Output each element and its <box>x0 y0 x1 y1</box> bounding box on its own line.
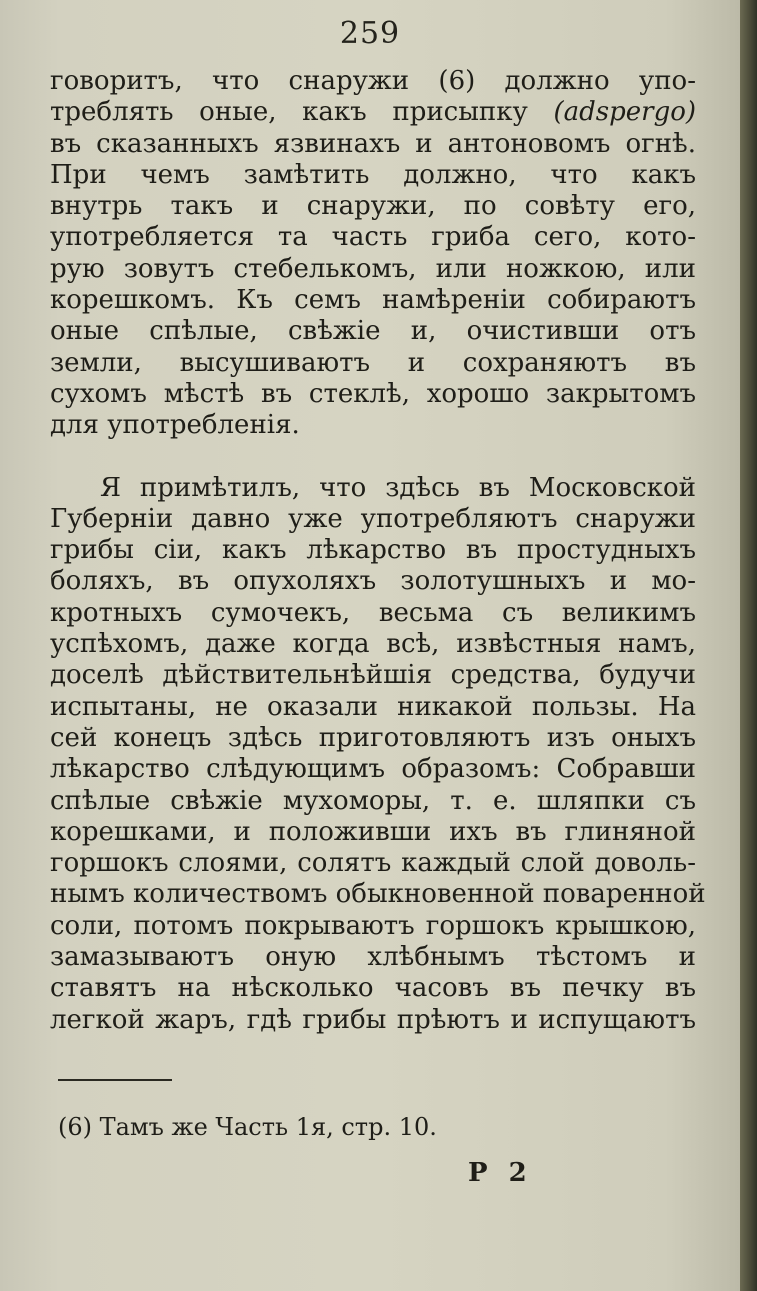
text-line: грибы сіи, какъ лѣкарство въ простудныхъ <box>50 535 696 566</box>
paragraph-gap <box>50 442 696 473</box>
text-line: Губерніи давно уже употребляютъ снаружи <box>50 503 696 534</box>
text-line: испытаны, не оказали никакой пользы. На <box>50 691 696 722</box>
text-line: рую зовутъ стебелькомъ, или ножкою, или <box>50 253 696 284</box>
text-line: спѣлые свѣжіе мухоморы, т. е. шляпки съ <box>50 785 696 816</box>
signature-mark: Р 2 <box>468 1158 533 1188</box>
text-line: боляхъ, въ опухоляхъ золотушныхъ и мо- <box>50 566 696 597</box>
latin-term: (adspergo) <box>553 97 697 128</box>
text-line: кротныхъ сумочекъ, весьма съ великимъ <box>50 597 696 628</box>
footnote-rule <box>58 1079 172 1081</box>
text-line: въ сказанныхъ язвинахъ и антоновомъ огнѣ. <box>50 128 696 159</box>
text-line: корешкомъ. Къ семъ намѣреніи собираютъ <box>50 285 696 316</box>
book-binding-edge <box>740 0 757 1291</box>
body-text <box>50 66 706 1036</box>
text-line: легкой жаръ, гдѣ грибы прѣютъ и испущаютъ <box>50 1004 696 1035</box>
page-number: 259 <box>339 16 401 51</box>
text-segment: треблять оные, какъ присыпку <box>50 97 528 128</box>
text-line-with-latin <box>50 97 696 128</box>
text-line: оные спѣлые, свѣжіе и, очистивши отъ <box>50 316 696 347</box>
text-line: сухомъ мѣстѣ въ стеклѣ, хорошо закрытомъ <box>50 378 696 409</box>
text-line: внутрь такъ и снаружи, по совѣту его, <box>50 191 696 222</box>
text-line: соли, потомъ покрываютъ горшокъ крышкою, <box>50 910 696 941</box>
text-line: сей конецъ здѣсь приготовляютъ изъ оныхъ <box>50 722 696 753</box>
text-line: земли, высушиваютъ и сохраняютъ въ <box>50 347 696 378</box>
text-line: замазываютъ оную хлѣбнымъ тѣстомъ и <box>50 942 696 973</box>
text-line: Я примѣтилъ, что здѣсь въ Московской <box>100 472 696 503</box>
text-line: успѣхомъ, даже когда всѣ, извѣстныя намъ, <box>50 629 696 660</box>
text-line: корешками, и положивши ихъ въ глиняной <box>50 816 696 847</box>
text-line: доселѣ дѣйствительнѣйшія средства, будучи <box>50 660 696 691</box>
text-line: лѣкарство слѣдующимъ образомъ: Собравши <box>50 754 696 785</box>
text-line: употребляется та часть гриба сего, кото- <box>50 222 696 253</box>
text-line: горшокъ слоями, солятъ каждый слой доволь- <box>50 848 696 879</box>
text-line: говоритъ, что снаружи (6) должно упо- <box>50 66 696 96</box>
text-line: ставятъ на нѣсколько часовъ въ печку въ <box>50 973 696 1004</box>
text-line: нымъ количествомъ обыкновенной поваренной <box>50 879 706 910</box>
text-line: При чемъ замѣтить должно, что какъ <box>50 159 696 190</box>
footnote: (6) Тамъ же Часть 1я, стр. 10. <box>58 1113 437 1141</box>
text-line: для употребленія. <box>50 410 300 441</box>
